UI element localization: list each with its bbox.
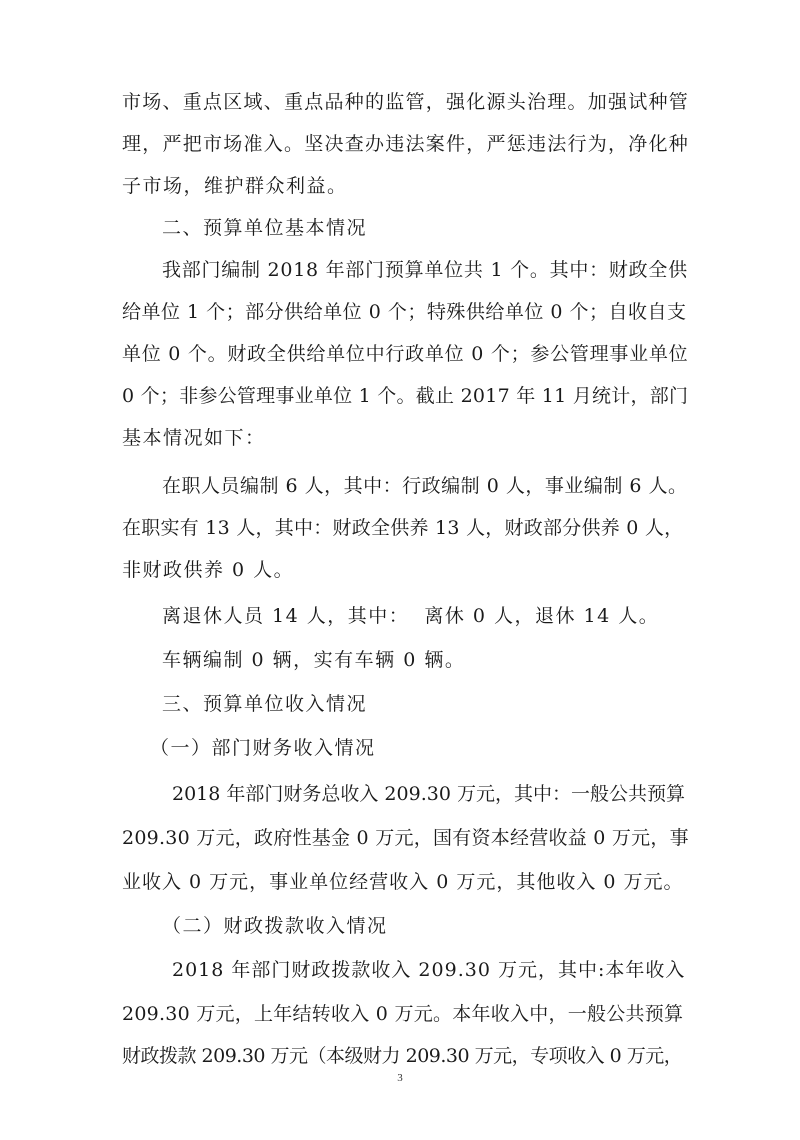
body-line: 业收入 0 万元，事业单位经营收入 0 万元，其他收入 0 万元。: [122, 871, 684, 893]
body-line: 在职人员编制 6 人，其中：行政编制 0 人，事业编制 6 人。: [162, 475, 688, 497]
body-line: 2018 年部门财政拨款收入 209.30 万元，其中:本年收入: [172, 959, 686, 981]
body-line: 0 个；非参公管理事业单位 1 个。截止 2017 年 11 月统计，部门: [122, 385, 689, 407]
body-line: 基本情况如下：: [122, 427, 266, 449]
body-line: 我部门编制 2018 年部门预算单位共 1 个。其中：财政全供: [162, 259, 688, 281]
body-line: 给单位 1 个；部分供给单位 0 个；特殊供给单位 0 个；自收自支: [122, 301, 687, 323]
body-line: 离退休人员 14 人，其中： 离休 0 人，退休 14 人。: [162, 605, 660, 627]
section-heading-3: 三、预算单位收入情况: [162, 693, 368, 715]
body-line: 在职实有 13 人，其中：财政全供养 13 人，财政部分供养 0 人，: [122, 517, 684, 539]
body-line: 理，严把市场准入。坚决查办违法案件，严惩违法行为，净化种: [122, 133, 690, 155]
body-line: 209.30 万元，政府性基金 0 万元，国有资本经营收益 0 万元，事: [122, 827, 689, 849]
section-heading-2: 二、预算单位基本情况: [162, 217, 368, 239]
page-number: 3: [397, 1072, 403, 1084]
body-line: 2018 年部门财务总收入 209.30 万元，其中：一般公共预算: [172, 783, 685, 805]
subsection-heading-1: （一）部门财务收入情况: [150, 737, 376, 759]
subsection-heading-2: （二）财政拨款收入情况: [162, 915, 388, 937]
body-line: 市场、重点区域、重点品种的监管，强化源头治理。加强试种管: [122, 91, 690, 113]
body-line: 财政拨款 209.30 万元（本级财力 209.30 万元，专项收入 0 万元，: [122, 1045, 683, 1067]
body-line: 单位 0 个。财政全供给单位中行政单位 0 个；参公管理事业单位: [122, 343, 689, 365]
body-line: 车辆编制 0 辆，实有车辆 0 辆。: [162, 649, 466, 671]
body-line: 209.30 万元，上年结转收入 0 万元。本年收入中，一般公共预算: [122, 1003, 684, 1025]
body-line: 非财政供养 0 人。: [122, 559, 295, 581]
body-line: 子市场，维护群众利益。: [122, 175, 348, 197]
